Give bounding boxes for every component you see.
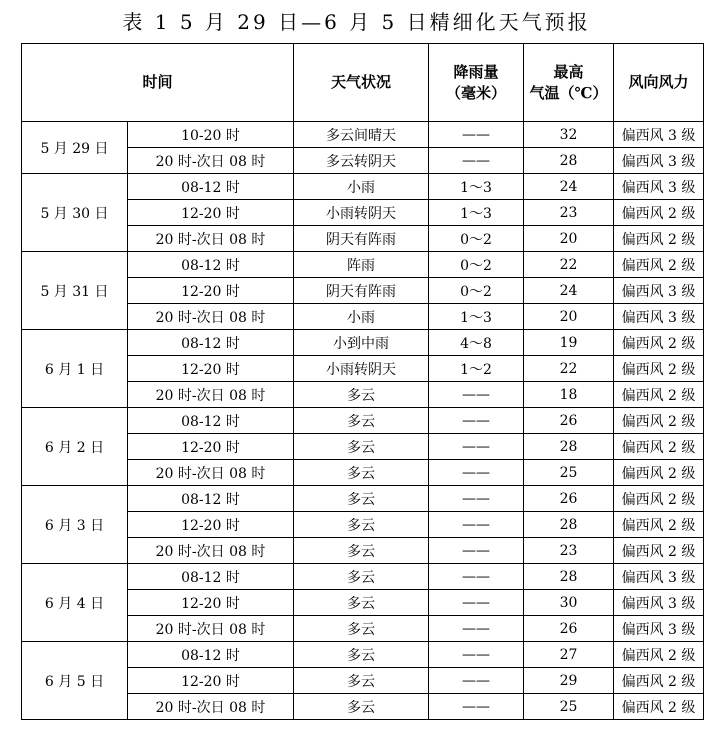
header-weather: 天气状况 [294, 44, 429, 122]
rainfall-cell: 1～3 [429, 200, 524, 226]
temperature-cell: 27 [524, 642, 614, 668]
period-cell: 12-20 时 [128, 512, 294, 538]
weather-cell: 多云 [294, 382, 429, 408]
temperature-cell: 20 [524, 226, 614, 252]
weather-cell: 多云转阴天 [294, 148, 429, 174]
date-cell: 6 月 4 日 [22, 564, 128, 642]
wind-cell: 偏西风 2 级 [614, 538, 704, 564]
weather-cell: 多云 [294, 590, 429, 616]
weather-cell: 阴天有阵雨 [294, 278, 429, 304]
header-temperature-line1: 最高 [553, 62, 584, 81]
wind-cell: 偏西风 3 级 [614, 278, 704, 304]
weather-cell: 多云 [294, 642, 429, 668]
period-cell: 08-12 时 [128, 174, 294, 200]
forecast-body [22, 122, 704, 720]
rainfall-cell: 1～3 [429, 304, 524, 330]
table-row [22, 564, 704, 590]
wind-cell: 偏西风 2 级 [614, 460, 704, 486]
forecast-table [21, 43, 704, 720]
weather-cell: 多云 [294, 512, 429, 538]
header-time: 时间 [22, 44, 294, 122]
period-cell: 20 时-次日 08 时 [128, 538, 294, 564]
rainfall-cell: —— [429, 590, 524, 616]
header-temperature [524, 44, 614, 122]
period-cell: 12-20 时 [128, 668, 294, 694]
table-row [22, 408, 704, 434]
wind-cell: 偏西风 2 级 [614, 694, 704, 720]
date-cell: 5 月 30 日 [22, 174, 128, 252]
period-cell: 20 时-次日 08 时 [128, 304, 294, 330]
period-cell: 08-12 时 [128, 642, 294, 668]
period-cell: 12-20 时 [128, 356, 294, 382]
temperature-cell: 26 [524, 486, 614, 512]
header-temperature-line2: 气温（℃） [529, 83, 608, 102]
rainfall-cell: —— [429, 564, 524, 590]
header-rainfall-line1: 降雨量 [453, 62, 499, 81]
rainfall-cell: 0～2 [429, 226, 524, 252]
wind-cell: 偏西风 2 级 [614, 252, 704, 278]
weather-cell: 阴天有阵雨 [294, 226, 429, 252]
rainfall-cell: —— [429, 460, 524, 486]
temperature-cell: 19 [524, 330, 614, 356]
temperature-cell: 32 [524, 122, 614, 148]
weather-cell: 多云 [294, 616, 429, 642]
weather-cell: 小雨 [294, 174, 429, 200]
temperature-cell: 25 [524, 694, 614, 720]
weather-cell: 小雨转阴天 [294, 200, 429, 226]
temperature-cell: 28 [524, 564, 614, 590]
rainfall-cell: 1～3 [429, 174, 524, 200]
weather-cell: 小雨转阴天 [294, 356, 429, 382]
table-row [22, 252, 704, 278]
weather-cell: 阵雨 [294, 252, 429, 278]
temperature-cell: 24 [524, 174, 614, 200]
weather-cell: 多云 [294, 408, 429, 434]
weather-cell: 小雨 [294, 304, 429, 330]
rainfall-cell: —— [429, 512, 524, 538]
rainfall-cell: —— [429, 122, 524, 148]
rainfall-cell: 4～8 [429, 330, 524, 356]
rainfall-cell: —— [429, 642, 524, 668]
wind-cell: 偏西风 2 级 [614, 486, 704, 512]
table-row [22, 174, 704, 200]
header-row [22, 44, 704, 122]
weather-cell: 多云 [294, 538, 429, 564]
temperature-cell: 28 [524, 148, 614, 174]
wind-cell: 偏西风 2 级 [614, 356, 704, 382]
temperature-cell: 26 [524, 408, 614, 434]
weather-cell: 多云 [294, 668, 429, 694]
rainfall-cell: 0～2 [429, 278, 524, 304]
wind-cell: 偏西风 3 级 [614, 564, 704, 590]
wind-cell: 偏西风 3 级 [614, 122, 704, 148]
weather-cell: 多云间晴天 [294, 122, 429, 148]
period-cell: 08-12 时 [128, 330, 294, 356]
period-cell: 20 时-次日 08 时 [128, 148, 294, 174]
temperature-cell: 28 [524, 434, 614, 460]
period-cell: 08-12 时 [128, 252, 294, 278]
rainfall-cell: —— [429, 382, 524, 408]
period-cell: 20 时-次日 08 时 [128, 694, 294, 720]
rainfall-cell: —— [429, 538, 524, 564]
wind-cell: 偏西风 3 级 [614, 174, 704, 200]
temperature-cell: 23 [524, 200, 614, 226]
period-cell: 08-12 时 [128, 486, 294, 512]
date-cell: 6 月 3 日 [22, 486, 128, 564]
wind-cell: 偏西风 2 级 [614, 382, 704, 408]
period-cell: 08-12 时 [128, 564, 294, 590]
period-cell: 12-20 时 [128, 434, 294, 460]
table-row [22, 330, 704, 356]
wind-cell: 偏西风 2 级 [614, 434, 704, 460]
wind-cell: 偏西风 3 级 [614, 590, 704, 616]
period-cell: 20 时-次日 08 时 [128, 226, 294, 252]
temperature-cell: 22 [524, 356, 614, 382]
rainfall-cell: —— [429, 148, 524, 174]
weather-cell: 多云 [294, 434, 429, 460]
table-row [22, 486, 704, 512]
header-rainfall [429, 44, 524, 122]
temperature-cell: 28 [524, 512, 614, 538]
temperature-cell: 25 [524, 460, 614, 486]
period-cell: 20 时-次日 08 时 [128, 460, 294, 486]
weather-cell: 多云 [294, 694, 429, 720]
rainfall-cell: —— [429, 668, 524, 694]
rainfall-cell: —— [429, 434, 524, 460]
wind-cell: 偏西风 3 级 [614, 148, 704, 174]
period-cell: 12-20 时 [128, 590, 294, 616]
temperature-cell: 22 [524, 252, 614, 278]
rainfall-cell: 0～2 [429, 252, 524, 278]
weather-cell: 多云 [294, 460, 429, 486]
weather-cell: 小到中雨 [294, 330, 429, 356]
header-rainfall-line2: （毫米） [445, 83, 506, 102]
temperature-cell: 18 [524, 382, 614, 408]
temperature-cell: 30 [524, 590, 614, 616]
rainfall-cell: —— [429, 408, 524, 434]
period-cell: 20 时-次日 08 时 [128, 616, 294, 642]
wind-cell: 偏西风 2 级 [614, 226, 704, 252]
weather-cell: 多云 [294, 564, 429, 590]
wind-cell: 偏西风 3 级 [614, 616, 704, 642]
date-cell: 5 月 31 日 [22, 252, 128, 330]
rainfall-cell: 1～2 [429, 356, 524, 382]
temperature-cell: 29 [524, 668, 614, 694]
wind-cell: 偏西风 2 级 [614, 512, 704, 538]
period-cell: 20 时-次日 08 时 [128, 382, 294, 408]
date-cell: 6 月 5 日 [22, 642, 128, 720]
wind-cell: 偏西风 2 级 [614, 642, 704, 668]
rainfall-cell: —— [429, 486, 524, 512]
rainfall-cell: —— [429, 694, 524, 720]
temperature-cell: 23 [524, 538, 614, 564]
wind-cell: 偏西风 2 级 [614, 200, 704, 226]
wind-cell: 偏西风 2 级 [614, 330, 704, 356]
date-cell: 5 月 29 日 [22, 122, 128, 174]
wind-cell: 偏西风 3 级 [614, 304, 704, 330]
table-row [22, 122, 704, 148]
date-cell: 6 月 1 日 [22, 330, 128, 408]
period-cell: 08-12 时 [128, 408, 294, 434]
temperature-cell: 20 [524, 304, 614, 330]
table-row [22, 642, 704, 668]
header-wind: 风向风力 [614, 44, 704, 122]
wind-cell: 偏西风 2 级 [614, 668, 704, 694]
weather-cell: 多云 [294, 486, 429, 512]
period-cell: 12-20 时 [128, 200, 294, 226]
rainfall-cell: —— [429, 616, 524, 642]
temperature-cell: 26 [524, 616, 614, 642]
period-cell: 12-20 时 [128, 278, 294, 304]
wind-cell: 偏西风 2 级 [614, 408, 704, 434]
table-title: 表 1 5 月 29 日—6 月 5 日精细化天气预报 [122, 10, 591, 34]
temperature-cell: 24 [524, 278, 614, 304]
period-cell: 10-20 时 [128, 122, 294, 148]
date-cell: 6 月 2 日 [22, 408, 128, 486]
